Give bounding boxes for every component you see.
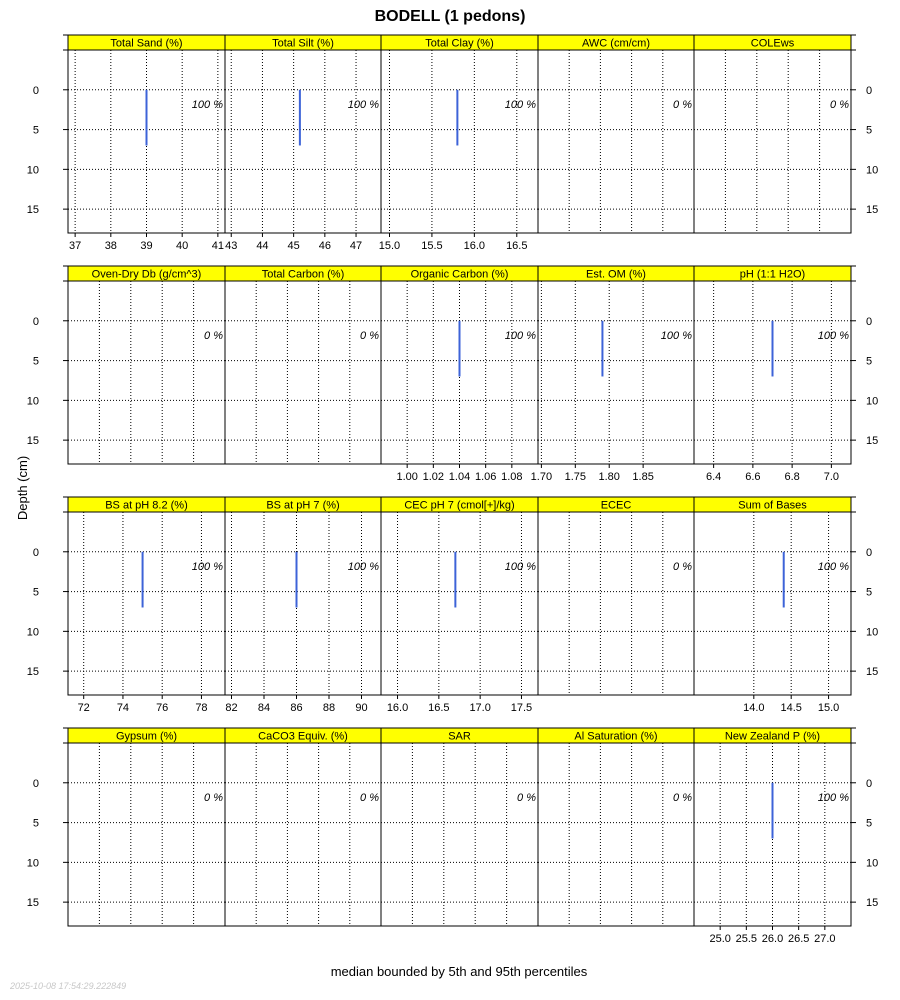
- strip-label: Organic Carbon (%): [410, 268, 509, 281]
- panel-frame: [225, 512, 381, 695]
- y-tick-label: 5: [32, 124, 39, 137]
- x-tick-label: 38: [104, 240, 117, 252]
- y-tick-label: 0: [866, 84, 873, 97]
- pct-label: 100 %: [504, 561, 536, 574]
- y-tick-label: 10: [26, 164, 39, 177]
- x-tick-label: 25.5: [735, 933, 758, 945]
- y-tick-label: 0: [866, 315, 873, 328]
- pct-label: 100 %: [191, 561, 223, 574]
- panel-total-clay: [379, 35, 538, 252]
- y-tick-label: 10: [26, 857, 39, 870]
- x-tick-label: 1.80: [598, 471, 620, 483]
- x-tick-label: 88: [322, 702, 336, 714]
- strip-label: New Zealand P (%): [724, 730, 821, 743]
- strip-label: ECEC: [600, 499, 632, 512]
- x-tick-label: 76: [156, 702, 169, 714]
- y-tick-label: 5: [32, 817, 39, 830]
- x-tick-label: 17.5: [510, 702, 533, 714]
- pct-label: 100 %: [347, 561, 379, 574]
- y-tick-label: 5: [866, 817, 873, 830]
- x-tick-label: 17.0: [469, 702, 491, 714]
- panel-grid: [27, 35, 879, 945]
- panel-sum-of-bases: [694, 497, 878, 714]
- x-tick-label: 15.0: [378, 240, 401, 252]
- strip-label: COLEws: [750, 37, 795, 50]
- y-tick-label: 15: [866, 204, 879, 217]
- panel-gypsum: [27, 728, 225, 926]
- panel-frame: [68, 743, 225, 926]
- x-tick-label: 47: [349, 240, 363, 252]
- panel-frame: [694, 512, 851, 695]
- y-tick-label: 5: [866, 355, 873, 368]
- y-tick-label: 10: [866, 857, 879, 870]
- panel-al-saturation: [538, 728, 694, 926]
- x-tick-label: 1.06: [474, 471, 497, 483]
- strip-label: Est. OM (%): [586, 268, 646, 281]
- x-axis-label: median bounded by 5th and 95th percentiles: [330, 964, 588, 979]
- x-tick-label: 14.0: [743, 702, 765, 714]
- y-tick-label: 5: [32, 355, 39, 368]
- y-tick-label: 0: [32, 546, 39, 559]
- panel-frame: [381, 743, 538, 926]
- x-tick-label: 41: [211, 240, 224, 252]
- x-tick-label: 43: [225, 240, 238, 252]
- pct-label: 0 %: [517, 792, 536, 805]
- strip-label: AWC (cm/cm): [581, 37, 651, 50]
- y-tick-label: 15: [866, 435, 879, 448]
- x-tick-label: 86: [290, 702, 303, 714]
- pct-label: 0 %: [673, 792, 692, 805]
- strip-label: Total Silt (%): [272, 37, 334, 50]
- y-tick-label: 5: [866, 586, 873, 599]
- x-tick-label: 1.04: [448, 471, 471, 483]
- x-tick-label: 72: [77, 702, 90, 714]
- pct-label: 0 %: [360, 330, 379, 343]
- x-tick-label: 14.5: [780, 702, 802, 714]
- y-tick-label: 0: [32, 777, 39, 790]
- x-tick-label: 1.75: [564, 471, 587, 483]
- y-tick-label: 10: [866, 164, 879, 177]
- x-tick-label: 16.0: [463, 240, 486, 252]
- pct-label: 100 %: [817, 330, 849, 343]
- timestamp: 2025-10-08 17:54:29.222849: [10, 981, 127, 991]
- pct-label: 0 %: [830, 99, 849, 112]
- x-tick-label: 84: [257, 702, 271, 714]
- x-tick-label: 26.5: [787, 933, 810, 945]
- panel-cec-ph-7-cmol-kg: [381, 497, 538, 714]
- pct-label: 0 %: [204, 792, 223, 805]
- chart-title: BODELL (1 pedons): [374, 8, 526, 25]
- y-tick-label: 10: [26, 395, 39, 408]
- x-tick-label: 6.4: [705, 471, 722, 483]
- panel-sar: [381, 728, 538, 926]
- panel-ph-1-1-h2o: [694, 266, 878, 483]
- y-tick-label: 10: [26, 626, 39, 639]
- panel-frame: [694, 50, 851, 233]
- panel-total-carbon: [225, 266, 381, 464]
- strip-label: pH (1:1 H2O): [739, 268, 806, 281]
- x-tick-label: 40: [176, 240, 189, 252]
- strip-label: Sum of Bases: [738, 499, 807, 512]
- y-tick-label: 5: [32, 586, 39, 599]
- pct-label: 100 %: [504, 330, 536, 343]
- y-tick-label: 15: [866, 897, 879, 910]
- x-tick-label: 1.08: [501, 471, 523, 483]
- panel-frame: [225, 281, 381, 464]
- panel-frame: [225, 743, 381, 926]
- pct-label: 100 %: [191, 99, 223, 112]
- y-tick-label: 0: [866, 546, 873, 559]
- y-tick-label: 15: [26, 897, 39, 910]
- strip-label: Al Saturation (%): [574, 730, 658, 743]
- x-tick-label: 7.0: [823, 471, 840, 483]
- x-tick-label: 46: [318, 240, 331, 252]
- pct-label: 100 %: [817, 792, 849, 805]
- pct-label: 0 %: [204, 330, 223, 343]
- pct-label: 0 %: [360, 792, 379, 805]
- panel-frame: [538, 743, 694, 926]
- x-tick-label: 25.0: [709, 933, 731, 945]
- panel-frame: [538, 281, 694, 464]
- strip-label: Total Sand (%): [110, 37, 183, 50]
- x-tick-label: 6.8: [784, 471, 800, 483]
- x-tick-label: 1.85: [632, 471, 654, 483]
- strip-label: SAR: [448, 730, 471, 743]
- x-tick-label: 44: [256, 240, 269, 252]
- strip-label: Gypsum (%): [115, 730, 178, 743]
- y-tick-label: 0: [866, 777, 873, 790]
- y-tick-label: 15: [26, 666, 39, 679]
- y-tick-label: 5: [866, 124, 873, 137]
- strip-label: Total Clay (%): [425, 37, 494, 50]
- x-tick-label: 78: [195, 702, 208, 714]
- pct-label: 0 %: [673, 561, 692, 574]
- x-tick-label: 27.0: [814, 933, 836, 945]
- panel-bs-at-ph-7: [225, 497, 381, 714]
- y-axis-label: Depth (cm): [15, 455, 30, 521]
- panel-new-zealand-p: [694, 728, 878, 945]
- x-tick-label: 1.00: [396, 471, 418, 483]
- panel-frame: [68, 281, 225, 464]
- pct-label: 100 %: [660, 330, 692, 343]
- x-tick-label: 90: [355, 702, 368, 714]
- panel-total-sand: [27, 35, 225, 252]
- x-tick-label: 39: [140, 240, 153, 252]
- strip-label: BS at pH 7 (%): [266, 499, 340, 512]
- x-tick-label: 15.0: [817, 702, 840, 714]
- panel-caco3-equiv: [225, 728, 381, 926]
- x-tick-label: 37: [69, 240, 82, 252]
- pct-label: 100 %: [347, 99, 379, 112]
- panel-est-om: [531, 266, 694, 483]
- x-tick-label: 15.5: [421, 240, 443, 252]
- panel-frame: [381, 50, 538, 233]
- strip-label: Oven-Dry Db (g/cm^3): [91, 268, 202, 281]
- strip-label: BS at pH 8.2 (%): [105, 499, 188, 512]
- panel-total-silt: [225, 35, 381, 252]
- x-tick-label: 16.5: [428, 702, 450, 714]
- panel-ecec: [538, 497, 694, 695]
- x-tick-label: 16.0: [386, 702, 409, 714]
- panel-frame: [225, 50, 381, 233]
- panel-organic-carbon: [381, 266, 538, 483]
- strip-label: CEC pH 7 (cmol[+]/kg): [404, 499, 515, 512]
- x-tick-label: 16.5: [506, 240, 528, 252]
- panel-frame: [538, 512, 694, 695]
- panel-colews: [694, 35, 878, 233]
- panel-awc-cm-cm: [538, 35, 694, 233]
- y-tick-label: 15: [26, 435, 39, 448]
- pct-label: 0 %: [673, 99, 692, 112]
- pct-label: 100 %: [817, 561, 849, 574]
- x-tick-label: 1.70: [530, 471, 553, 483]
- y-tick-label: 15: [26, 204, 39, 217]
- pct-label: 100 %: [504, 99, 536, 112]
- y-tick-label: 10: [866, 626, 879, 639]
- y-tick-label: 10: [866, 395, 879, 408]
- strip-label: Total Carbon (%): [261, 268, 345, 281]
- y-tick-label: 15: [866, 666, 879, 679]
- strip-label: CaCO3 Equiv. (%): [258, 730, 348, 743]
- y-tick-label: 0: [32, 84, 39, 97]
- x-tick-label: 6.6: [745, 471, 761, 483]
- x-tick-label: 45: [287, 240, 300, 252]
- x-tick-label: 74: [116, 702, 130, 714]
- x-tick-label: 26.0: [761, 933, 784, 945]
- x-tick-label: 1.02: [422, 471, 445, 483]
- panel-frame: [381, 512, 538, 695]
- y-tick-label: 0: [32, 315, 39, 328]
- panel-frame: [538, 50, 694, 233]
- panel-bs-at-ph-8-2: [27, 497, 225, 714]
- x-tick-label: 82: [225, 702, 238, 714]
- panel-oven-dry-db-g-cm-3: [27, 266, 225, 464]
